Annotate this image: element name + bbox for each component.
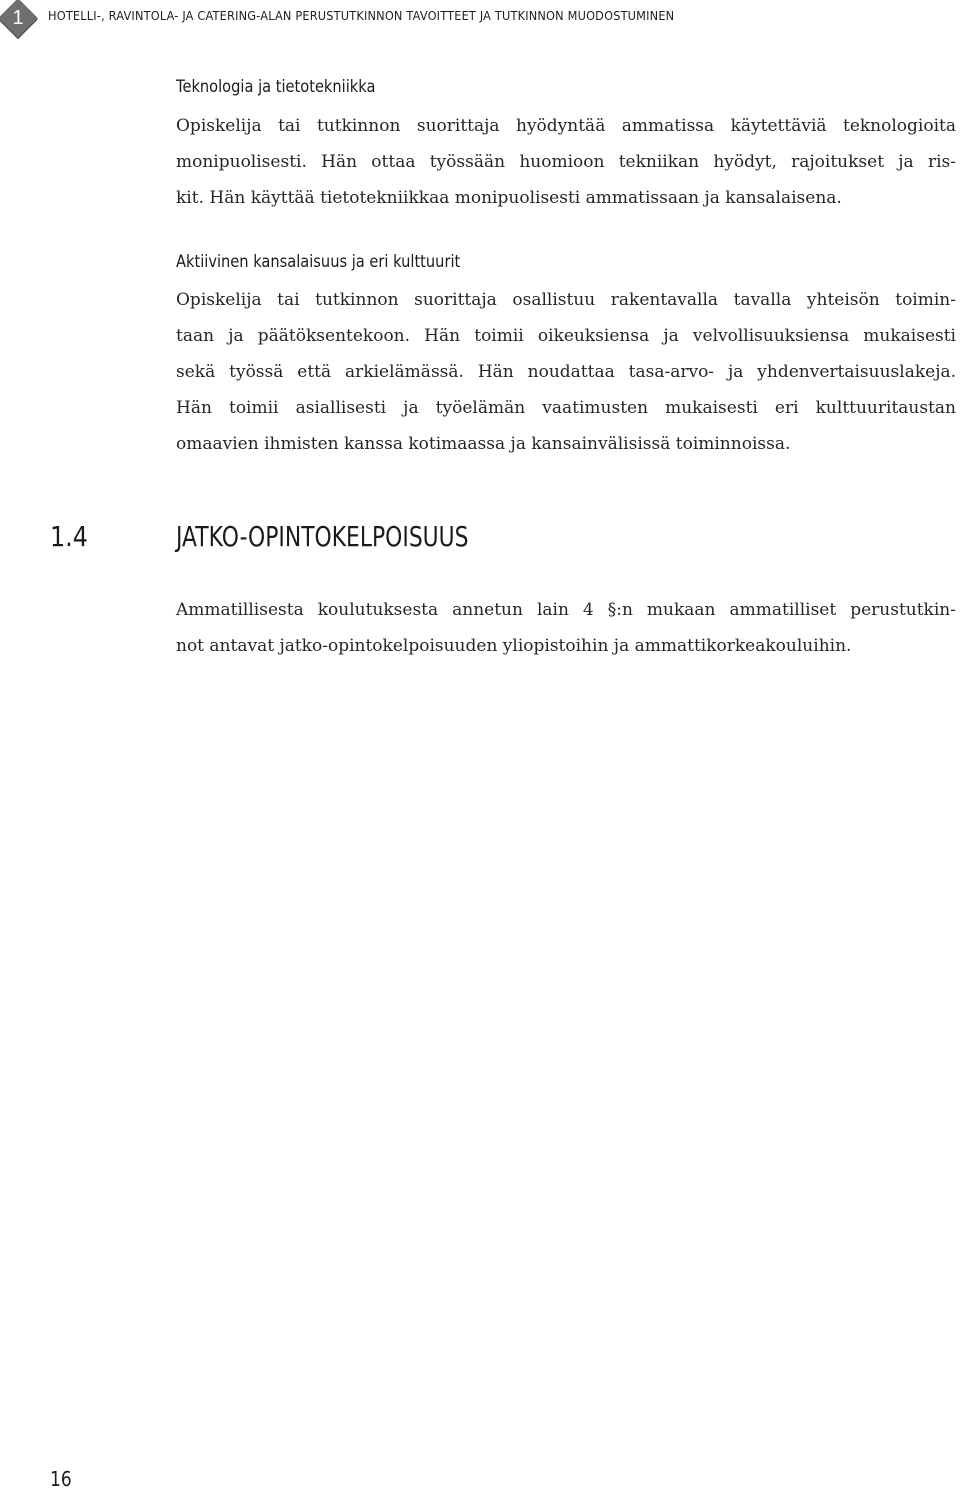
paragraph-line: monipuolisesti. Hän ottaa työssään huomioon tekniikan hyödyt, rajoitukset ja ris- [176,152,956,172]
section-title: JATKO-OPINTOKELPOISUUS [176,520,469,553]
paragraph-line: Opiskelija tai tutkinnon suorittaja osallistuu rakentavalla tavalla yhteisön toimin- [176,290,956,310]
section-number: 1.4 [50,520,88,553]
subheading-technology: Teknologia ja tietotekniikka [176,77,376,97]
page-number: 16 [50,1467,72,1491]
paragraph-line: Hän toimii asiallisesti ja työelämän vaatimusten mukaisesti eri kulttuuritaustan [176,398,956,418]
paragraph-line: kit. Hän käyttää tietotekniikkaa monipuolisesti ammatissaan ja kansalaisena. [176,188,842,208]
paragraph-line: taan ja päätöksentekoon. Hän toimii oikeuksiensa ja velvollisuuksiensa mukaisesti [176,326,956,346]
subheading-citizenship: Aktiivinen kansalaisuus ja eri kulttuurit [176,252,461,272]
paragraph-technology [176,108,956,216]
paragraph-line: Opiskelija tai tutkinnon suorittaja hyödyntää ammatissa käytettäviä teknologioita [176,116,956,136]
paragraph-line: Ammatillisesta koulutuksesta annetun lain 4 §:n mukaan ammatilliset perustutkin- [176,600,956,620]
page-header [0,0,960,40]
chapter-number: 1 [12,7,24,29]
paragraph-line: not antavat jatko-opintokelpoisuuden yliopistoihin ja ammattikorkeakouluihin. [176,636,852,656]
paragraph-line: omaavien ihmisten kanssa kotimaassa ja kansainvälisissä toiminnoissa. [176,434,791,454]
running-title: HOTELLI-, RAVINTOLA- JA CATERING-ALAN PERUSTUTKINNON TAVOITTEET JA TUTKINNON MUODOSTUMINEN [48,9,675,23]
paragraph-line: sekä työssä että arkielämässä. Hän noudattaa tasa-arvo- ja yhdenvertaisuuslakeja. [176,362,956,382]
paragraph-citizenship [176,282,956,462]
paragraph-further-studies [176,592,956,664]
